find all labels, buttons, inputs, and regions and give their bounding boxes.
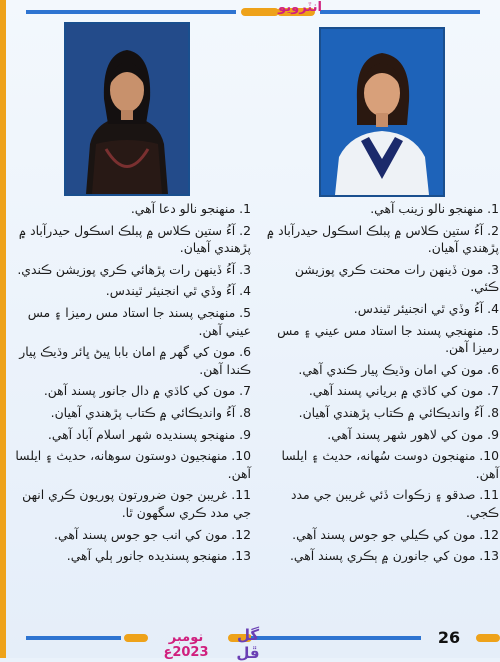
answers-column-right: [264, 200, 499, 569]
answer-item: 12. مون کي ڪيلي جو جوس پسند آهي.: [292, 526, 499, 542]
answer-item: 13. مون کي جانورن ۾ ٻڪري پسند آهي.: [289, 548, 499, 564]
answer-item: 9. منهنجو پسنديده شهر اسلام آباد آهي.: [47, 426, 251, 442]
answer-item: 11. غريبن جون ضرورتون پوريون ڪري انهن جي مدد ڪري سگهون ٿا.: [22, 487, 251, 520]
answer-item: 10. منهنجيون دوستون سوهانه، حديث ۽ ايلسا آهن.: [15, 448, 251, 481]
answer-item: 10. منهنجون دوست سُهانه، حديث ۽ ايلسا آهن.: [281, 448, 499, 481]
answer-item: 11. صدقو ۽ زڪوات ڏئي غريبن جي مدد ڪجي.: [290, 487, 499, 520]
answer-item: 4. آءُ وڏي ٿي انجنيئر ٿيندس.: [353, 300, 499, 316]
portrait-photo-left: [64, 22, 190, 196]
answer-item: 1. منهنجو نالو زينب آهي.: [370, 201, 499, 216]
footer-pill: [124, 634, 148, 642]
portrait-photo-right: [319, 27, 445, 197]
footer-rule-middle: [251, 636, 421, 640]
answer-item: 7. مون کي کاڌي ۾ دال جانور پسند آهن.: [43, 383, 251, 399]
answer-item: 9. مون کي لاهور شهر پسند آهي.: [327, 426, 499, 442]
answer-item: 8. آءُ وانديڪائي ۾ ڪتاب پڙهندي آهيان.: [298, 404, 499, 420]
page-number: 26: [437, 628, 461, 647]
answer-item: 13. منهنجو پسنديده جانور ٻلي آهي.: [66, 548, 251, 564]
magazine-logo: گل ڦل: [236, 626, 260, 662]
answer-item: 3. مون ڏينهن رات محنت ڪري پوزيشن ڪئي.: [294, 261, 499, 295]
answer-item: 3. آءُ ڏينهن رات پڙهائي ڪري پوزيشن ڪندي.: [17, 261, 251, 277]
footer-pill: [476, 634, 500, 642]
section-title: انٽرويو: [278, 0, 322, 15]
footer-rule-left: [26, 636, 121, 640]
answer-item: 2. آءُ ستين ڪلاس ۾ پبلڪ اسڪول حيدرآباد ۾ پڙهندي آهيان.: [266, 222, 499, 256]
answer-item: 12. مون کي انب جو جوس پسند آهي.: [54, 526, 251, 542]
header-rule-right: [320, 10, 480, 14]
answer-item: 8. آءُ وانديڪائي ۾ ڪتاب پڙهندي آهيان.: [50, 404, 251, 420]
answer-item: 5. منهنجي پسند جا استاد مس عيني ۽ مس رميزا آهن.: [277, 322, 499, 356]
header-decoration: [26, 2, 480, 20]
answers-column-left: [14, 200, 251, 569]
answer-item: 5. منهنجي پسند جا استاد مس رميزا ۽ مس عيني آهن.: [27, 304, 251, 338]
answer-item: 4. آءُ وڏي ٿي انجنيئر ٿيندس.: [105, 283, 251, 299]
header-rule-left: [26, 10, 236, 14]
issue-date: نومبر 2023ع: [163, 630, 209, 660]
answer-item: 2. آءُ ستين ڪلاس ۾ پبلڪ اسڪول حيدرآباد ۾ پڙهندي آهيان.: [18, 222, 251, 256]
answer-item: 7. مون کي کاڌي ۾ برياني پسند آهي.: [308, 383, 499, 399]
answer-item: 6. مون کي امان وڌيڪ پيار ڪندي آهي.: [298, 361, 499, 377]
answer-item: 6. مون کي گهر ۾ امان بابا ڀيڻ ڀائر وڌيڪ پيار ڪندا آهن.: [19, 344, 251, 377]
answer-item: 1. منهنجو نالو دعا آهي.: [130, 201, 251, 216]
